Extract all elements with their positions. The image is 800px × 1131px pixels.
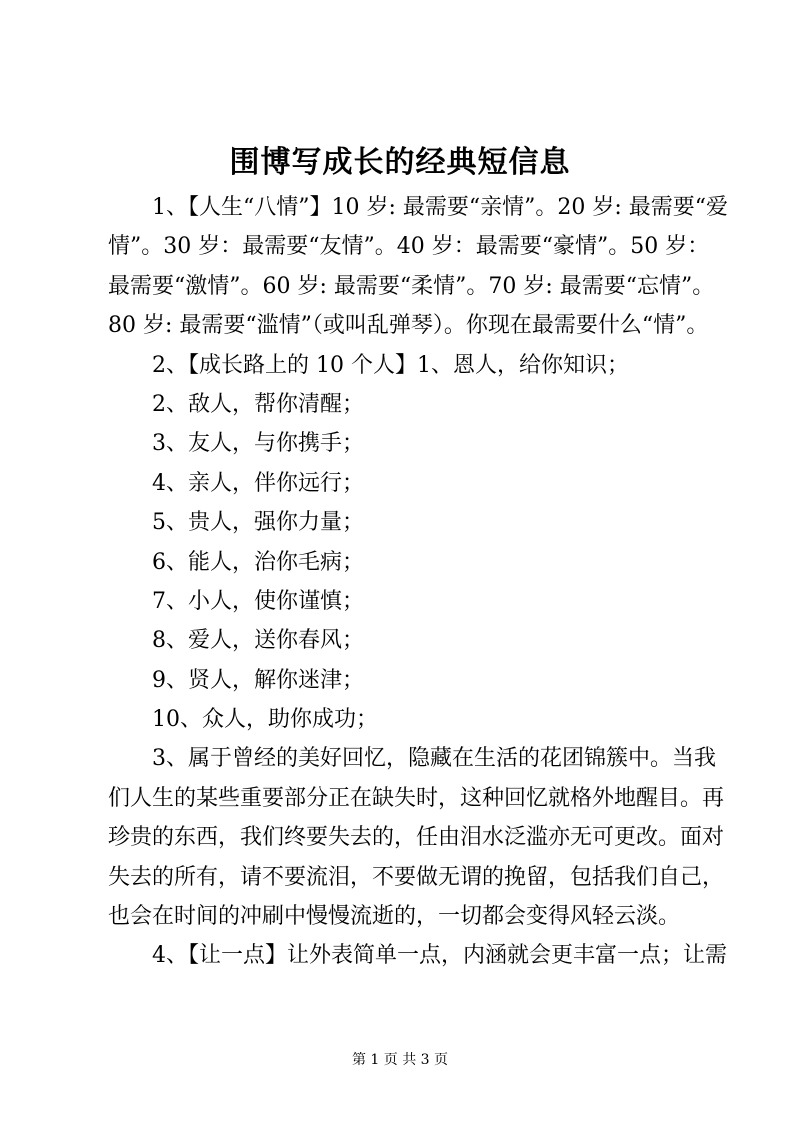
list-item: 5、贵人，强你力量；	[152, 510, 364, 536]
list-item: 8、爱人，送你春风；	[152, 628, 364, 654]
list-item: 9、贤人，解你迷津；	[152, 667, 364, 693]
list-item: 6、能人，治你毛病；	[152, 549, 364, 575]
paragraph-line: 情”。30 岁：最需要“友情”。40 岁：最需要“豪情”。50 岁：	[108, 234, 710, 260]
list-item: 10、众人，助你成功；	[152, 707, 378, 733]
paragraph-line: 4、【让一点】让外表简单一点，内涵就会更丰富一点；让需	[152, 943, 727, 969]
document-title: 围博写成长的经典短信息	[229, 145, 571, 180]
paragraph-line: 80 岁: 最需要“滥情”（或叫乱弹琴）。你现在最需要什么“情”。	[108, 313, 709, 339]
paragraph-line: 最需要“激情”。60 岁: 最需要“柔情”。70 岁: 最需要“忘情”。	[108, 273, 715, 299]
list-item: 3、友人，与你携手；	[152, 431, 364, 457]
list-item: 4、亲人，伴你远行；	[152, 470, 364, 496]
paragraph-line: 珍贵的东西，我们终要失去的，任由泪水泛滥亦无可更改。面对	[108, 825, 725, 851]
paragraph-line: 们人生的某些重要部分正在缺失时，这种回忆就格外地醒目。再	[108, 785, 725, 811]
paragraph-line: 3、属于曾经的美好回忆，隐藏在生活的花团锦簇中。当我	[152, 746, 716, 772]
paragraph-line: 也会在时间的冲刷中慢慢流逝的，一切都会变得风轻云淡。	[108, 904, 681, 930]
paragraph-line: 失去的所有，请不要流泪，不要做无谓的挽留，包括我们自己，	[108, 864, 725, 890]
paragraph-line: 2、【成长路上的 10 个人】1、恩人，给你知识；	[152, 352, 629, 378]
list-item: 2、敌人，帮你清醒；	[152, 391, 364, 417]
paragraph-line: 1、【人生“八情”】10 岁: 最需要“亲情”。20 岁: 最需要“爱	[152, 195, 729, 220]
list-item: 7、小人，使你谨慎；	[152, 588, 364, 614]
page-footer: 第 1 页 共 3 页	[351, 1052, 449, 1068]
document-body	[108, 188, 728, 976]
